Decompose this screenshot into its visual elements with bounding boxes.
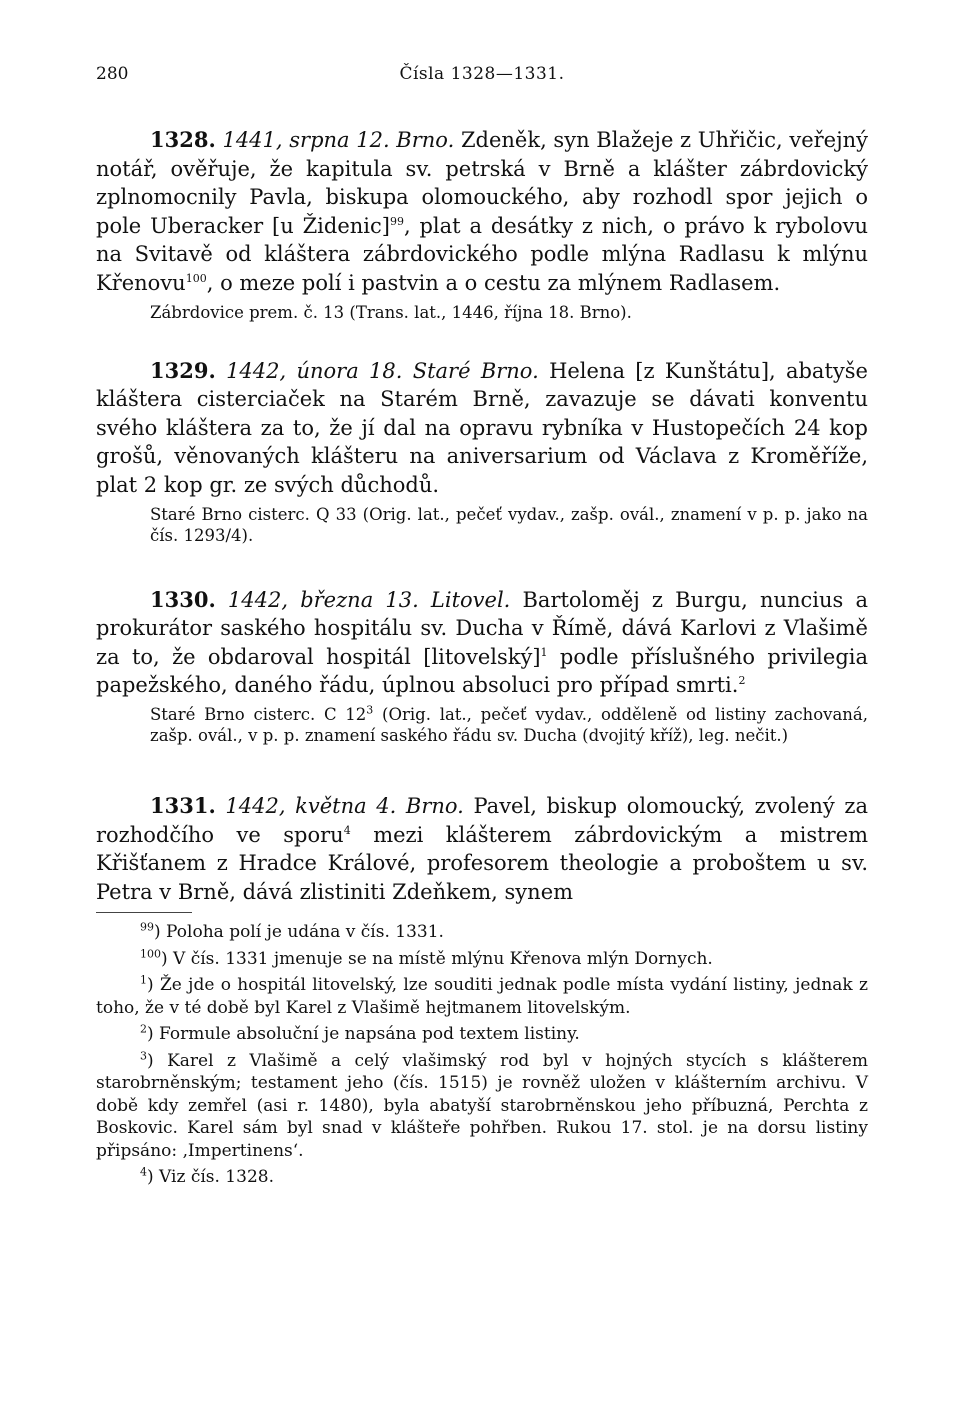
footnote-text: Formule absoluční je napsána pod textem listiny.: [159, 1024, 580, 1045]
footnote-mark: 100: [140, 947, 161, 961]
entry-1330: [96, 586, 868, 746]
entry-source: [96, 704, 868, 746]
footnote: $^4$) Viz čís. 1328.: [140, 1165, 274, 1188]
footnote-text: Poloha polí je udána v čís. 1331.: [166, 922, 444, 943]
footnote-text: Že jde o hospitál litovelský, lze souditi jednak podle místa vydání listiny, jednak z toho, že v té době byl Karel z Vlašimě hejtmanem litovelským.: [96, 975, 868, 1018]
entry-number: 1328.: [150, 127, 216, 152]
entry-date: 1442, května 4. Brno.: [225, 793, 464, 818]
page-header: [96, 64, 868, 92]
entry-date: 1442, března 13. Litovel.: [227, 587, 511, 612]
footnote-text: V čís. 1331 jmenuje se na místě mlýnu Křenova mlýn Dornych.: [173, 948, 713, 969]
running-head: Čísla 1328—1331.: [399, 64, 565, 84]
entry-text: [96, 126, 868, 298]
entry-number: 1331.: [150, 792, 216, 818]
footnote-ref: 99: [389, 214, 404, 228]
footnote-text: Viz čís. 1328.: [159, 1167, 274, 1188]
entry-body: podle příslušného privilegia papežského, daného řádu, úplnou absoluci pro případ smrti.: [96, 644, 869, 698]
entry-body: , o meze polí i pastvin a o cestu za mlýnem Radlasem.: [206, 270, 781, 295]
footnote-divider: [96, 912, 192, 913]
entry-1331: [96, 792, 868, 906]
page-number: 280: [96, 64, 129, 84]
entry-number: 1330.: [150, 586, 216, 612]
footnote-mark: 4: [140, 1165, 147, 1179]
footnote-mark: 1: [140, 973, 147, 987]
entry-body: Pavel, biskup olomoucký, zvolený za rozhodčího ve sporu: [96, 793, 868, 847]
footnote-ref: 1: [540, 645, 548, 659]
entry-source-text: (Orig. lat., pečeť vydav., odděleně od listiny zachovaná, zašp. ovál., v p. p. znamení saského řádu sv. Ducha (dvojitý kříž), leg. nečit.): [150, 704, 868, 745]
footnote: $^2$) Formule absoluční je napsána pod textem listiny.: [140, 1022, 580, 1045]
entry-body: , plat a desátky z nich, o právo k rybolovu na Svitavě od kláštera zábrdovického podle mlýna Radlasu k mlýnu Křenovu: [96, 213, 868, 295]
entry-date: 1442, února 18. Staré Brno.: [226, 358, 539, 383]
footnote-mark: 3: [140, 1049, 147, 1063]
footnote: $^{100}$) V čís. 1331 jmenuje se na místě mlýnu Křenova mlýn Dornych.: [140, 947, 713, 969]
entry-source: Zábrdovice prem. č. 13 (Trans. lat., 1446, října 18. Brno).: [150, 302, 632, 322]
entry-1328: [96, 126, 868, 323]
footnote-ref: 2: [738, 674, 746, 688]
entry-body: Bartoloměj z Burgu, nuncius a prokurátor saského hospitálu sv. Ducha v Římě, dává Karlovi z Vlašimě za to, že obdaroval hospitál [litovelský]: [96, 587, 868, 669]
footnote-ref: 4: [343, 823, 351, 837]
document-page: [96, 64, 868, 1193]
footnote: $^{99}$) Poloha polí je udána v čís. 1331.: [140, 920, 444, 943]
entry-date: 1441, srpna 12. Brno.: [222, 128, 455, 152]
entry-text: [96, 792, 868, 906]
entry-text: [96, 357, 868, 500]
entry-number: 1329.: [150, 357, 216, 383]
footnote: $^1$) Že jde o hospitál litovelský, lze souditi jednak podle místa vydání listiny, jednak z toho, že v té době byl Karel z Vlašimě hejtmanem litovelským.: [96, 973, 868, 1018]
entry-text: [96, 586, 868, 700]
entry-body: Helena [z Kunštátu], abatyše kláštera cisterciaček na Starém Brně, zavazuje se dávati konventu svého kláštera za to, že jí dal na opravu rybníka v Hustopečích 24 kop grošů, věnovaných klášteru na aniversarium od Václava z Kroměříže, plat 2 kop gr. ze svých důchodů.: [96, 358, 868, 497]
footnote: $^3$) Karel z Vlašimě a celý vlašimský rod byl v hojných stycích s klášterem starobrněnským; testament jeho (čís. 1515) je rovněž uložen v klášterním archivu. V době kdy zemřel (asi r. 1480), byla abatyší starobrněnskou jeho příbuzná, Perchta z Boskovic. Karel sám byl snad v klášteře pohřben. Rukou 17. stol. je na dorsu listiny připsáno: ‚Impertinens‘.: [96, 1049, 868, 1161]
footnote-ref: 100: [185, 271, 207, 285]
footnote-ref: 3: [366, 703, 374, 717]
entry-1329: [96, 357, 868, 546]
entry-body: Zdeněk, syn Blažeje z Uhřičic, veřejný notář, ověřuje, že kapitula sv. petrská v Brně a klášter zábrdovický zplnomocnily Pavla, biskupa olomouckého, aby rozhodl spor jejich o pole Uberacker [u Židenic]: [96, 128, 869, 238]
footnote-mark: 99: [140, 920, 154, 934]
footnote-mark: 2: [140, 1022, 147, 1036]
entry-source-text: Staré Brno cisterc. C 12: [150, 704, 367, 724]
footnote-text: Karel z Vlašimě a celý vlašimský rod byl v hojných stycích s klášterem starobrněnským; testament jeho (čís. 1515) je rovněž uložen v klášterním archivu. V době kdy zemřel (asi r. 1480), byla abatyší starobrněnskou jeho příbuzná, Perchta z Boskovic. Karel sám byl snad v klášteře pohřben. Rukou 17. stol. je na dorsu listiny připsáno: ‚Impertinens‘.: [96, 1050, 868, 1161]
footnotes: [96, 921, 868, 1189]
entry-source: Staré Brno cisterc. Q 33 (Orig. lat., pečeť vydav., zašp. ovál., znamení v p. p. jako na čís. 1293/4).: [150, 504, 868, 545]
entry-body: mezi klášterem zábrdovickým a mistrem Křišťanem z Hradce Králové, profesorem theologie a proboštem u sv. Petra v Brně, dává zlistiniti Zdeňkem, synem: [96, 822, 868, 904]
